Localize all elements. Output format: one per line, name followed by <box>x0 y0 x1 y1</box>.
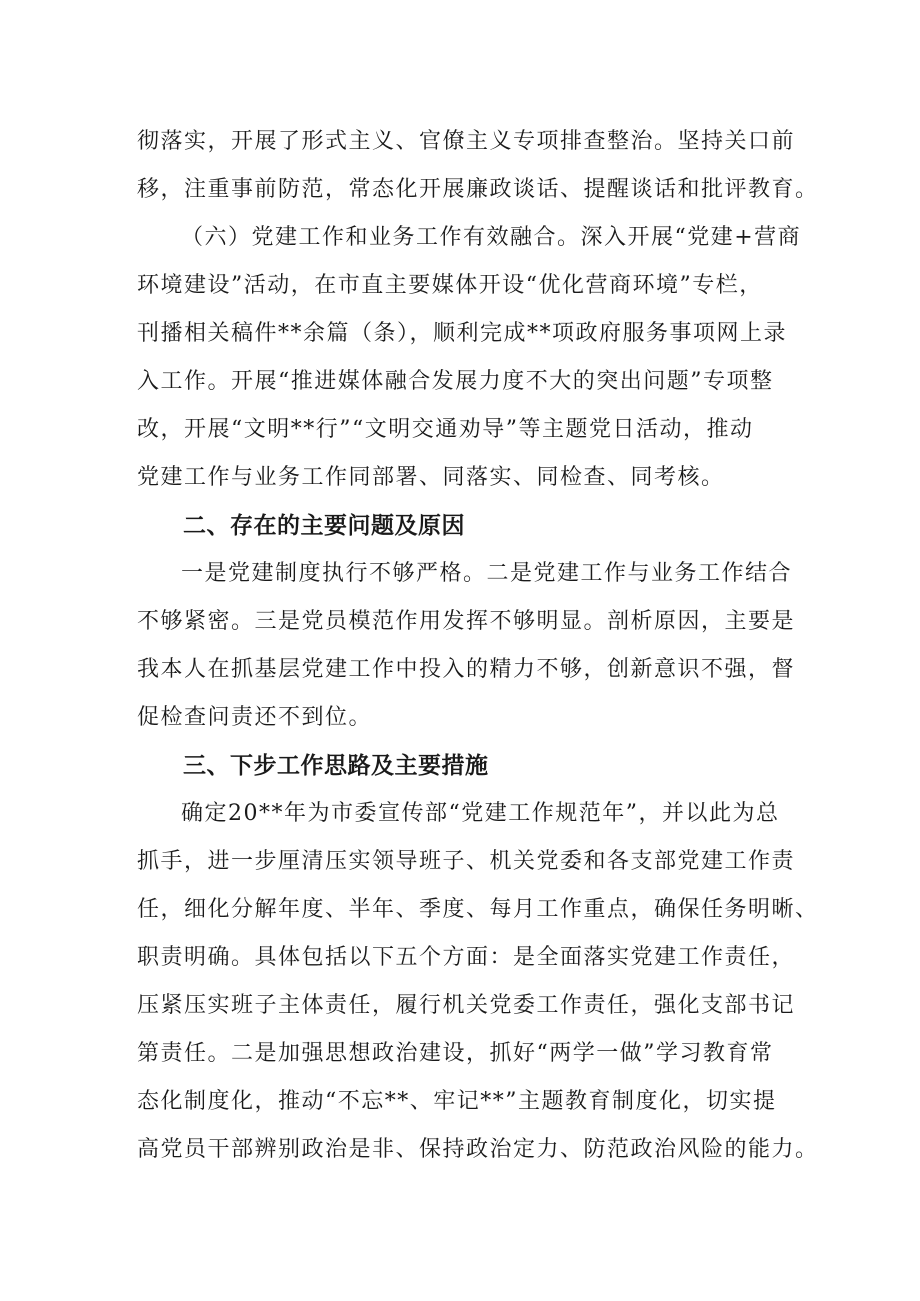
text-line: 高党员干部辨别政治是非、保持政治定力、防范政治风险的能力。 <box>137 1137 819 1162</box>
text-line: 环境建设”活动，在市直主要媒体开设“优化营商环境”专栏， <box>137 273 763 298</box>
text-line: 促检查问责还不到位。 <box>137 705 373 730</box>
text-line: 一是党建制度执行不够严格。二是党建工作与业务工作结合 <box>181 561 793 586</box>
text-line: 压紧压实班子主体责任，履行机关党委工作责任，强化支部书记 <box>137 993 796 1018</box>
text-line: 党建工作与业务工作同部署、同落实、同检查、同考核。 <box>137 465 725 490</box>
paragraph-party-business-integration <box>137 214 802 502</box>
text-line: （六）党建工作和业务工作有效融合。深入开展“党建+营商 <box>181 225 802 250</box>
text-line: 态化制度化，推动“不忘**、牢记**”主题教育制度化，切实提 <box>137 1089 777 1114</box>
section-heading-next-steps: 三、下步工作思路及主要措施 <box>183 753 489 779</box>
text-line: 任，细化分解年度、半年、季度、每月工作重点，确保任务明晰、 <box>137 897 819 922</box>
text-line: 改，开展“文明**行”“文明交通劝导”等主题党日活动，推动 <box>137 417 754 442</box>
paragraph-problems <box>137 550 797 742</box>
text-line: 入工作。开展“推进媒体融合发展力度不大的突出问题”专项整 <box>137 369 774 394</box>
text-line: 彻落实，开展了形式主义、官僚主义专项排查整治。坚持关口前 <box>137 129 796 154</box>
text-line: 移，注重事前防范，常态化开展廉政谈话、提醒谈话和批评教育。 <box>137 177 819 202</box>
text-line: 我本人在抓基层党建工作中投入的精力不够，创新意识不强，督 <box>137 657 796 682</box>
text-line: 第责任。二是加强思想政治建设，抓好“两学一做”学习教育常 <box>137 1041 774 1066</box>
paragraph-next-steps <box>137 790 819 1174</box>
paragraph-continuation <box>137 118 819 214</box>
text-line: 职责明确。具体包括以下五个方面：是全面落实党建工作责任， <box>137 945 796 970</box>
document-body <box>137 118 819 1174</box>
text-line: 不够紧密。三是党员模范作用发挥不够明显。剖析原因，主要是 <box>137 609 796 634</box>
text-line: 抓手，进一步厘清压实领导班子、机关党委和各支部党建工作责 <box>137 849 796 874</box>
section-heading-problems: 二、存在的主要问题及原因 <box>183 513 465 539</box>
text-line: 刊播相关稿件**余篇（条），顺利完成**项政府服务事项网上录 <box>137 321 788 346</box>
text-line: 确定20**年为市委宣传部“党建工作规范年”，并以此为总 <box>181 801 780 826</box>
